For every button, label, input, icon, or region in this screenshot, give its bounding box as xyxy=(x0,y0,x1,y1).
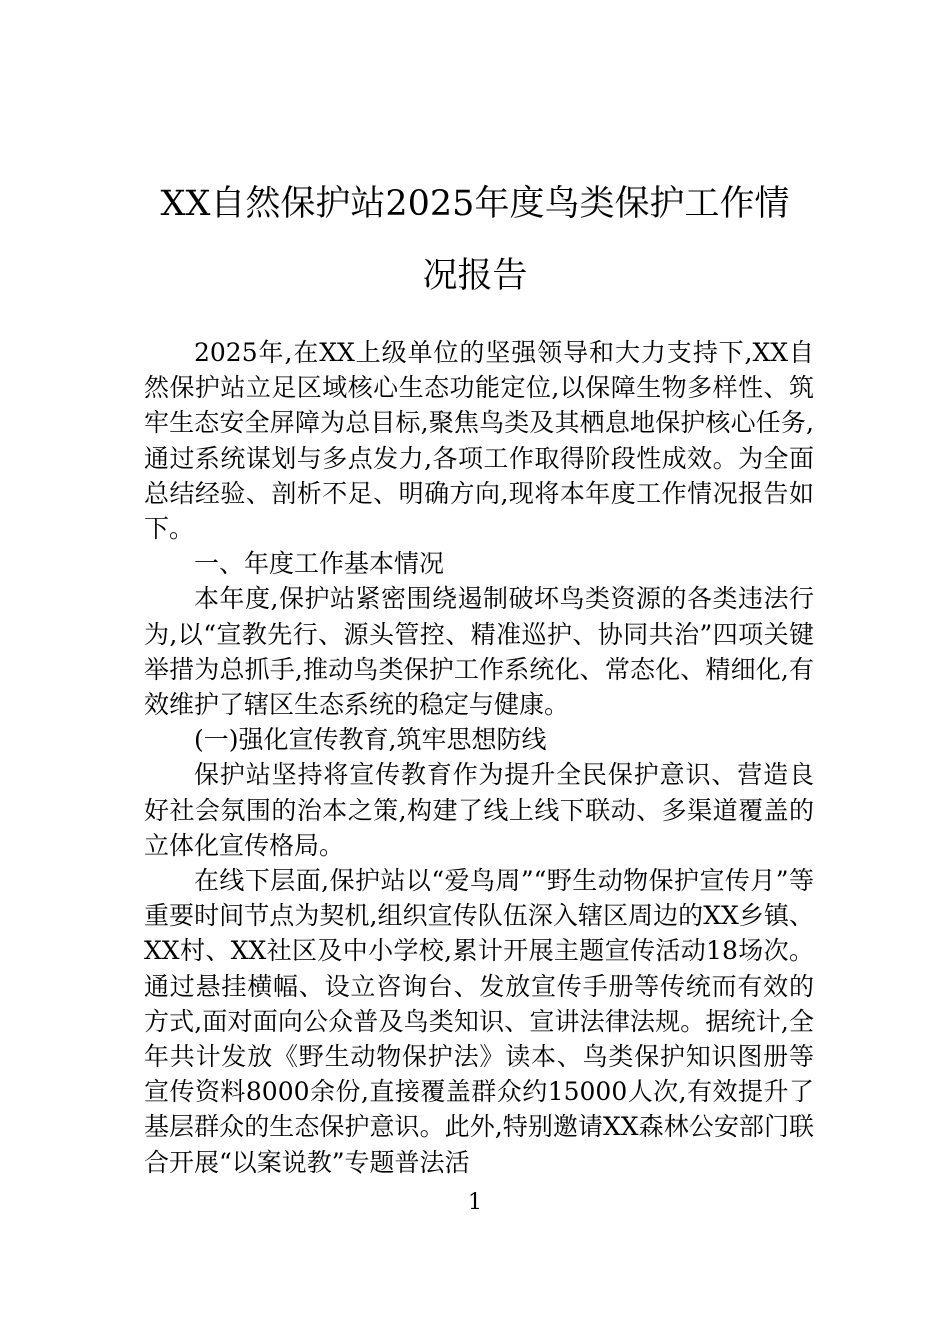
section-heading: 一、年度工作基本情况 xyxy=(194,549,445,579)
body-paragraph: 保护站坚持将宣传教育作为提升全民保护意识、营造良好社会氛围的治本之策,构建了线上线下联动、多渠道覆盖的立体化宣传格局。 xyxy=(144,760,814,860)
page-number: 1 xyxy=(468,1190,482,1215)
document-title-line-2: 况报告 xyxy=(422,256,528,296)
section-intro-paragraph: 本年度,保护站紧密围绕遏制破坏鸟类资源的各类违法行为,以“宣教先行、源头管控、精准巡护、协同共治”四项关键举措为总抓手,推动鸟类保护工作系统化、常态化、精细化,有效维护了辖区生态系统的稳定与健康。 xyxy=(144,584,814,720)
body-paragraph: 在线下层面,保护站以“爱鸟周”“野生动物保护宣传月”等重要时间节点为契机,组织宣传队伍深入辖区周边的XX乡镇、XX村、XX社区及中小学校,累计开展主题宣传活动18场次。通过悬挂横幅、设立咨询台、发放宣传手册等传统而有效的方式,面对面向公众普及鸟类知识、宣讲法律法规。据统计,全年共计发放《野生动物保护法》读本、鸟类保护知识图册等宣传资料8000余份,直接覆盖群众约15000人次,有效提升了基层群众的生态保护意识。此外,特别邀请XX森林公安部门联合开展“以案说教”专题普法活 xyxy=(144,866,814,1177)
intro-paragraph: 2025年,在XX上级单位的坚强领导和大力支持下,XX自然保护站立足区域核心生态功能定位,以保障生物多样性、筑牢生态安全屏障为总目标,聚焦鸟类及其栖息地保护核心任务,通过系统谋划与多点发力,各项工作取得阶段性成效。为全面总结经验、剖析不足、明确方向,现将本年度工作情况报告如下。 xyxy=(144,338,814,544)
document-body xyxy=(144,335,814,1180)
subsection-heading: (一)强化宣传教育,筑牢思想防线 xyxy=(194,725,547,755)
document-title xyxy=(120,168,830,312)
document-title-line-1: XX自然保护站2025年度鸟类保护工作情 xyxy=(160,184,790,224)
